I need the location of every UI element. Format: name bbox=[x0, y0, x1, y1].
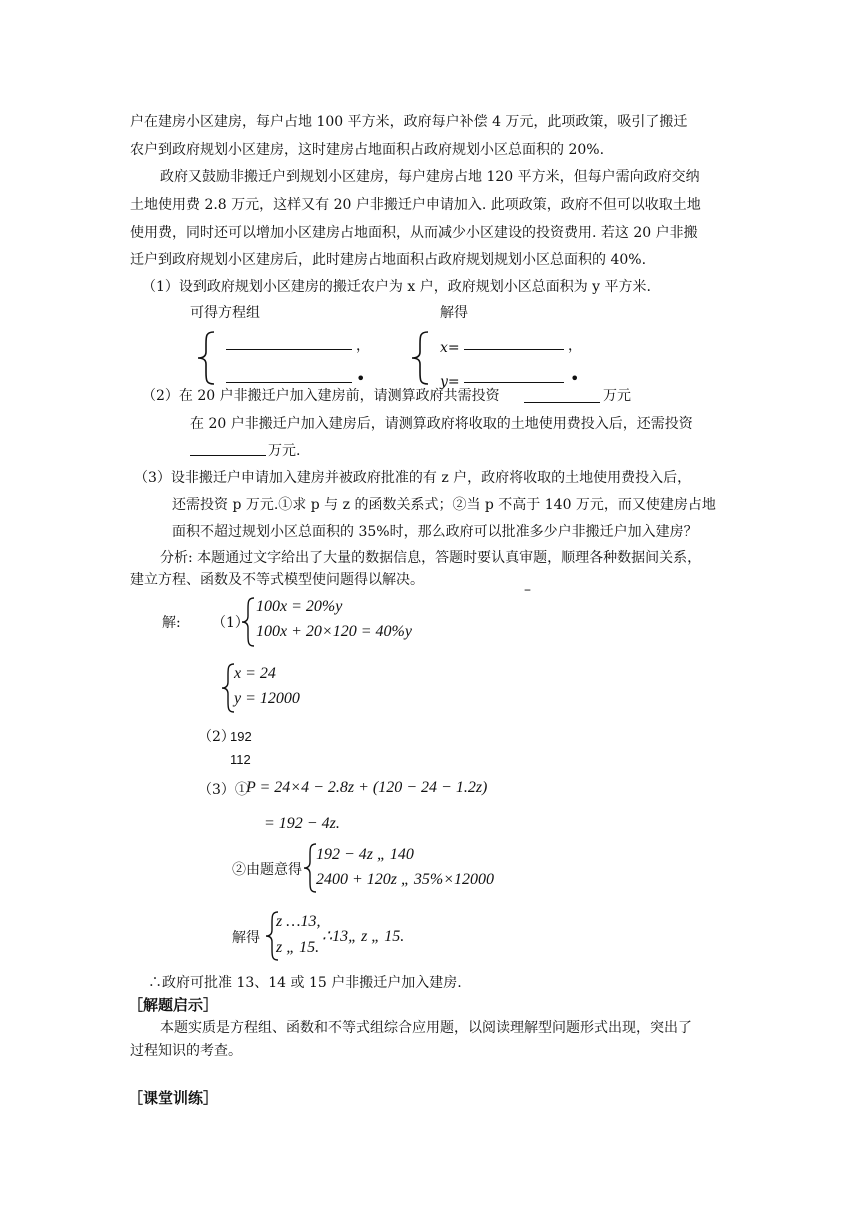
y-label: y= bbox=[440, 374, 460, 390]
hint-line2: 过程知识的考查。 bbox=[130, 1043, 242, 1059]
solve-label: 解得 bbox=[232, 930, 260, 946]
comma-2: ， bbox=[568, 338, 582, 354]
q2-line3: 万元. bbox=[268, 443, 301, 459]
para2-line3: 使用费，同时还可以增加小区建房占地面积，从而减少小区建设的投资费用. 若这 20 户非搬 bbox=[130, 225, 698, 241]
solution-label: 解: bbox=[162, 615, 181, 631]
para2-line2: 土地使用费 2.8 万元，这样又有 20 户非搬迁户申请加入. 此项政策，政府不但可以收取土地 bbox=[130, 197, 701, 213]
q1-text: （1）设到政府规划小区建房的搬迁农户为 x 户，政府规划小区总面积为 y 平方米. bbox=[142, 279, 651, 295]
ans2a: 192 bbox=[230, 729, 252, 744]
para2-line4: 迁户到政府规划小区建房后，此时建房占地面积占政府规划规划小区总面积的 40%. bbox=[130, 252, 647, 268]
therefore: ∴13„ z „ 15. bbox=[322, 928, 405, 945]
q2-line1-b: 万元 bbox=[603, 388, 631, 404]
blank-q2b[interactable] bbox=[190, 454, 266, 456]
eq2: 100x + 20×120 = 40%y bbox=[256, 623, 412, 640]
q3-line3: 面积不超过规划小区总面积的 35%时，那么政府可以批准多少户非搬迁户加入建房？ bbox=[172, 524, 698, 540]
blank-eq1[interactable] bbox=[226, 348, 352, 350]
x-label: x= bbox=[440, 340, 460, 356]
part3-label: （3）① bbox=[198, 782, 249, 798]
dot-2: • bbox=[570, 369, 580, 388]
right-brace-icon bbox=[406, 330, 436, 386]
analysis-line1: 分析: 本题通过文字给出了大量的数据信息，答题时要认真审题，顺理各种数据间关系， bbox=[160, 550, 702, 566]
blank-eq2[interactable] bbox=[226, 381, 352, 383]
practice-heading: ［课堂训练］ bbox=[128, 1089, 219, 1107]
q2-line2: 在 20 户非搬迁户加入建房后，请测算政府将收取的土地使用费投入后，还需投资 bbox=[190, 416, 693, 432]
brace-eq-icon bbox=[238, 596, 258, 648]
cond-label: ②由题意得 bbox=[232, 862, 302, 878]
eq1: 100x = 20%y bbox=[256, 598, 343, 615]
conclusion: ∴政府可批准 13、14 或 15 户非搬迁户加入建房. bbox=[148, 975, 462, 991]
part1-label: （1） bbox=[212, 615, 249, 631]
blank-x[interactable] bbox=[464, 348, 564, 350]
hint-heading: ［解题启示］ bbox=[128, 996, 219, 1014]
q1-eq-label: 可得方程组 bbox=[190, 305, 260, 321]
res2: y = 12000 bbox=[234, 690, 300, 707]
q2-line1-a: （2）在 20 户非搬迁户加入建房前，请测算政府共需投资 bbox=[142, 388, 500, 404]
para1-line2: 农户到政府规划小区建房，这时建房占地面积占政府规划小区总面积的 20%. bbox=[130, 142, 605, 158]
q3-line2: 还需投资 p 万元.①求 p 与 z 的函数关系式；②当 p 不高于 140 万元，而又使建房占地 bbox=[172, 497, 716, 513]
para1-line1: 户在建房小区建房，每户占地 100 平方米，政府每户补偿 4 万元，此项政策，吸引了搬迁 bbox=[130, 114, 688, 130]
p-equation: P = 24×4 − 2.8z + (120 − 24 − 1.2z) bbox=[246, 779, 488, 796]
q3-line1: （3）设非搬迁户申请加入建房并被政府批准的有 z 户，政府将收取的土地使用费投入后， bbox=[134, 470, 692, 486]
ineq1: 192 − 4z „ 140 bbox=[316, 846, 414, 863]
res1: x = 24 bbox=[234, 665, 276, 682]
analysis-dash: – bbox=[524, 582, 531, 598]
p-equation-2: = 192 − 4z. bbox=[264, 815, 340, 832]
sol1: z …13, bbox=[276, 913, 321, 930]
part2-label: （2） bbox=[198, 729, 235, 745]
left-brace-icon bbox=[192, 330, 222, 386]
dot-1: • bbox=[356, 369, 366, 388]
blank-y[interactable] bbox=[464, 381, 564, 383]
ineq2: 2400 + 120z „ 35%×12000 bbox=[316, 871, 495, 888]
sol2: z „ 15. bbox=[276, 939, 320, 956]
comma-1: ， bbox=[356, 338, 370, 354]
analysis-line2: 建立方程、函数及不等式模型使问题得以解决。 bbox=[130, 572, 424, 588]
q1-sol-label: 解得 bbox=[440, 305, 468, 321]
blank-q2a[interactable] bbox=[524, 401, 600, 403]
ans2b: 112 bbox=[230, 752, 251, 767]
hint-line1: 本题实质是方程组、函数和不等式组综合应用题，以阅读理解型问题形式出现，突出了 bbox=[160, 1020, 692, 1036]
para2-line1: 政府又鼓励非搬迁户到规划小区建房，每户建房占地 120 平方米，但每户需向政府交纳 bbox=[160, 169, 700, 185]
